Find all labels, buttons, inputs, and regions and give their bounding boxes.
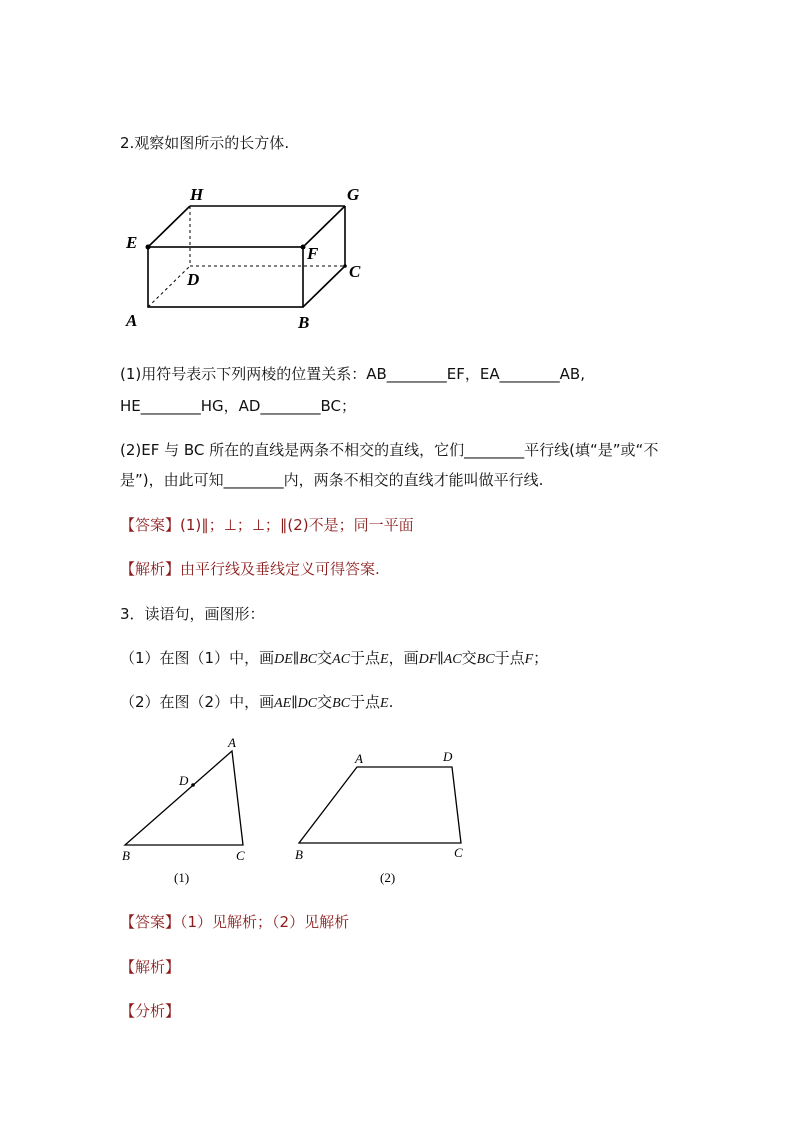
label-B: B <box>298 313 310 332</box>
q3-title: 3．读语句，画图形： <box>120 605 265 623</box>
label-E: E <box>126 233 138 252</box>
q3-answer: 【答案】（1）见解析；（2）见解析 <box>120 913 350 931</box>
trap-label-D: D <box>443 749 453 764</box>
q2-title: 2.观察如图所示的长方体. <box>120 134 290 152</box>
q2-part2-line2: 是”)，由此可知________内，两条不相交的直线才能叫做平行线. <box>120 471 544 489</box>
fig2-caption: (2) <box>380 870 396 885</box>
label-G: G <box>347 185 360 204</box>
label-H: H <box>190 185 204 204</box>
q2-part2-line1: (2)EF 与 BC 所在的直线是两条不相交的直线，它们________平行线(填“是”或“不 <box>120 441 659 459</box>
trap-label-B: B <box>295 847 303 862</box>
q2-part1-line2: HE________HG，AD________BC； <box>120 397 356 415</box>
tri-label-B: B <box>122 848 130 863</box>
tri-label-A: A <box>228 735 236 750</box>
q2-part1-line1: (1)用符号表示下列两棱的位置关系：AB________EF，EA________AB, <box>120 365 585 383</box>
q3-statement-2: （2）在图（2）中，画AE∥DC交BC于点E. <box>120 693 394 711</box>
label-C: C <box>349 262 361 281</box>
label-A: A <box>126 311 138 330</box>
tri-label-C: C <box>236 848 245 863</box>
q2-analysis: 【解析】由平行线及垂线定义可得答案. <box>120 560 380 578</box>
q2-answer: 【答案】(1)∥；⊥；⊥；∥(2)不是；同一平面 <box>120 516 414 534</box>
trap-label-A: A <box>355 751 363 766</box>
q3-statement-1: （1）在图（1）中，画DE∥BC交AC于点E，画DF∥AC交BC于点F； <box>120 649 549 667</box>
tri-label-D: D <box>179 773 189 788</box>
label-F: F <box>307 244 319 263</box>
q3-fenxi: 【分析】 <box>120 1002 181 1020</box>
q3-analysis: 【解析】 <box>120 958 181 976</box>
label-D: D <box>187 270 200 289</box>
fig1-caption: (1) <box>174 870 190 885</box>
trap-label-C: C <box>454 845 463 860</box>
